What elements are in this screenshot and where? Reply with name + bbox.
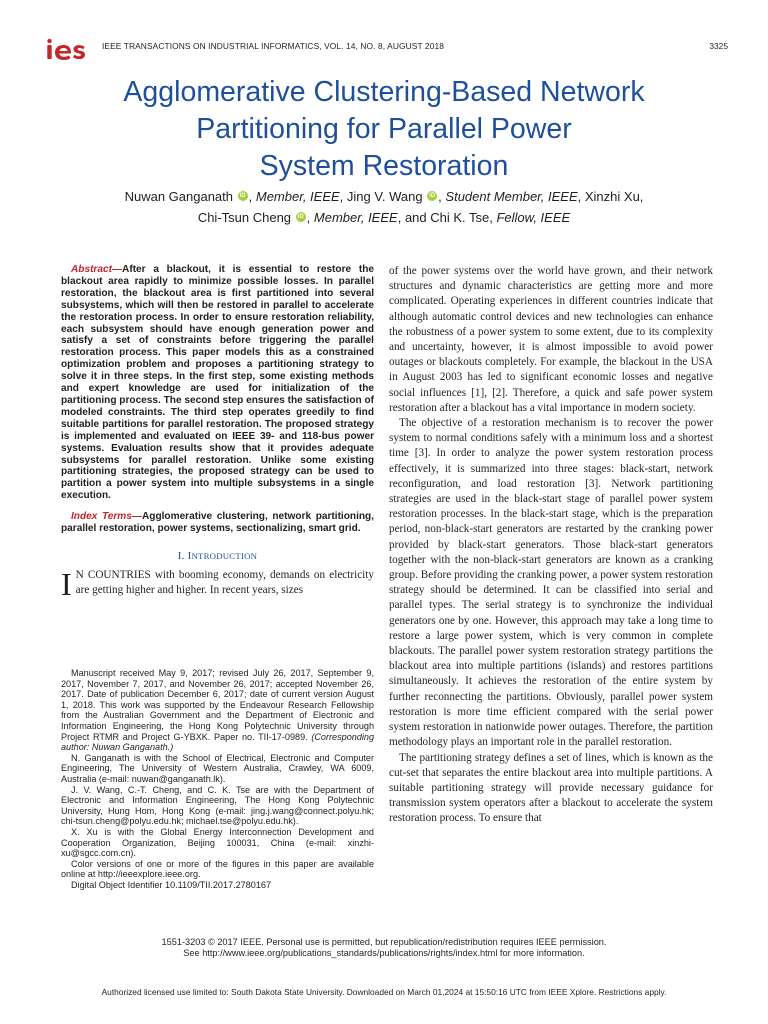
section-heading: I. INTRODUCTION	[177, 549, 258, 562]
title-line: Agglomerative Clustering-Based Network	[123, 76, 645, 108]
footnote: X. Xu is with the Global Energy Interconnection Development and Cooperation Organization, Beijing 100031, China (e-mail: xinzhi-xu@sgcc.com.cn).	[61, 826, 374, 859]
footnote: N. Ganganath is with the School of Electrical, Electronic and Computer Engineering, The University of Western Australia, Crawley, WA 6009, Australia (e-mail: nuwan@ganganath.lk).	[61, 752, 374, 784]
index-terms-text: Agglomerative clustering, network partitioning, parallel restoration, power systems, sectionalizing, smart grid.	[61, 511, 375, 535]
abstract-text: After a blackout, it is essential to restore the blackout area rapidly to minimize possible losses. In parallel restoration, the blackout area is first partitioned into several subsystems, which will then be restored in parallel to accelerate the restoration process. In order to ensure restoration reliability, each subsystem should have enough generation power and satisfy a set of constraints before triggering the parallel restoration process. This paper models this as a constrained optimization problem and proposes a partitioning strategy to solve it in three steps. In the first step, some existing methods and expert knowledge are used for initialization of the partitioning process. The second step ensures the satisfaction of modeled constraints. The third step operates greedily to find suitable partitions for parallel restoration. The proposed strategy is implemented and evaluated on IEEE 39- and 118-bus power systems. Evaluation results show that it provides adequate subsystems for parallel restoration. Unlike some existing partitioning strategies, the proposed strategy can be used to partition a power system into multiple subsystems in a single execution.	[61, 264, 374, 502]
footnote: J. V. Wang, C.-T. Cheng, and C. K. Tse are with the Department of Electronic and Information Engineering, The Hong Kong Polytechnic University, Hung Hom, Hong Kong (e-mail: jing.j.wang@connect.polyu.hk; chi-tsun.cheng@polyu.edu.hk; michael.tse@polyu.edu.hk).	[61, 784, 374, 827]
orcid-icon[interactable]: iD	[429, 193, 436, 199]
intro-lead: N COUNTRIES	[75, 568, 151, 581]
index-terms	[61, 511, 374, 535]
author-role: Member, IEEE	[313, 210, 398, 225]
author-name: Chi-Tsun Cheng	[197, 210, 292, 225]
body-paragraph: The partitioning strategy defines a set of lines, which is known as the cut-set that separates the entire blackout area into multiple partitions. A suitable partitioning strategy will provide necessary guidance for transmission system operators after a blackout to accelerate the system restoration process. To ensure that	[389, 751, 713, 825]
left-column	[61, 264, 375, 602]
footnote: Manuscript received May 9, 2017; revised July 26, 2017, September 9, 2017, November 7, 2017, and November 26, 2017; accepted November 26, 2017. Date of publication December 6, 2017; date of current version August 1, 2018. This work was supported by the Endeavour Research Fellowship from the Australian Government and the Department of Electronic and Information Engineering, the Hong Kong Polytechnic University through Project RTMR and Project G-YBXK. Paper no. TII-17-0989. (Corresponding author: Nuwan Ganganath.)	[61, 668, 375, 753]
copyright-notice: 1551-3203 © 2017 IEEE. Personal use is permitted, but republication/redistribution requires IEEE permission. See http://www.ieee.org/publications_standards/publications/rights/index.html for more information.	[161, 937, 607, 959]
page-number: 3325	[709, 41, 728, 51]
running-header	[46, 38, 728, 60]
author-list: Nuwan Ganganath iD , Member, IEEE, Jing V. Wang iD , Student Member, IEEE, Xinzhi Xu, Chi-Tsun Cheng iD , Member, IEEE, and Chi K. Tse, Fellow, IEEE	[124, 189, 644, 225]
footnote: Digital Object Identifier 10.1109/TII.2017.2780167	[71, 879, 272, 890]
author-name: Xinzhi Xu,	[584, 189, 644, 204]
journal-line: IEEE TRANSACTIONS ON INDUSTRIAL INFORMATICS, VOL. 14, NO. 8, AUGUST 2018	[102, 41, 444, 51]
author-name: and Chi K. Tse,	[404, 210, 493, 225]
body-paragraph: of the power systems over the world have grown, and their network structures and dynamic characteristics are getting more and more complicated. Operating experiences in different countries indicate that although automatic control devices and new technologies can enhance the robustness of a power system to some extent, due to its complexity and uncertainty, however, it is almost impossible to avoid power outages or blackouts completely. For example, the blackout in the USA in August 2003 has led to significant economic losses and negative social influences [1], [2]. Therefore, a quick and safe power system restoration after a blackout has a vital importance in modern society.	[389, 265, 713, 414]
orcid-icon[interactable]: iD	[297, 214, 304, 220]
index-terms-label: Index Terms—	[71, 511, 142, 523]
body-paragraph: The objective of a restoration mechanism is to recover the power system to normal conditions safely with a minimum loss and a shortest time [3]. In order to analyze the power system restoration process effectively, it is summarized into three stages: black-start, network reconfiguration, and load restoration [3]. Network partitioning strategies are used in the black-start stage of parallel power system restoration processes. In the black-start stage, which is the preparation period, non-black-start generators are restarted by the cranking power provided by black-start generators. Those black-start generators together with the non-black-start generators are known as a cranking group. Before providing the cranking power, a power system restoration strategy should be determined. It can be classified into serial and parallel types. The serial strategy is to synchronize the individual generators one by one. However, this approach may take a long time to restore a large power system, which is very common in complete blackouts. The parallel power system restoration strategy partitions the blackout area into multiple partitions (islands) and restores partitions simultaneously. It achieves the restoration of the entire system by further reconnecting the partitions. Obviously, parallel power system restoration is more time efficient compared with the serial power system restoration in nationwide power outages. Therefore, the partition methodology plays an important role in the parallel restoration.	[389, 417, 713, 749]
right-column	[389, 264, 713, 827]
orcid-icon[interactable]: iD	[239, 193, 246, 199]
drop-cap: I	[61, 565, 72, 602]
abstract	[61, 264, 374, 502]
footnotes	[61, 668, 374, 890]
author-role: Student Member, IEEE	[445, 189, 578, 204]
author-name: Jing V. Wang	[346, 189, 423, 204]
author-role: Fellow, IEEE	[496, 210, 571, 225]
abstract-label: Abstract—	[71, 264, 123, 275]
author-role: Member, IEEE	[255, 189, 340, 204]
title-line: System Restoration	[259, 150, 509, 182]
author-name: Nuwan Ganganath	[124, 189, 233, 204]
intro-paragraph	[61, 565, 374, 602]
footnote: Color versions of one or more of the figures in this paper are available online at http://ieeexplore.ieee.org.	[61, 858, 374, 880]
title-line: Partitioning for Parallel Power	[196, 113, 572, 145]
ies-logo	[46, 38, 86, 62]
authorized-use-notice: Authorized licensed use limited to: South Dakota State University. Downloaded on March 01,2024 at 15:50:16 UTC from IEEE Xplore. Restrictions apply.	[101, 987, 667, 997]
paper-title	[60, 74, 708, 185]
intro-text: with booming economy, demands on electricity are getting higher and higher. In recent years, sizes	[75, 568, 374, 597]
